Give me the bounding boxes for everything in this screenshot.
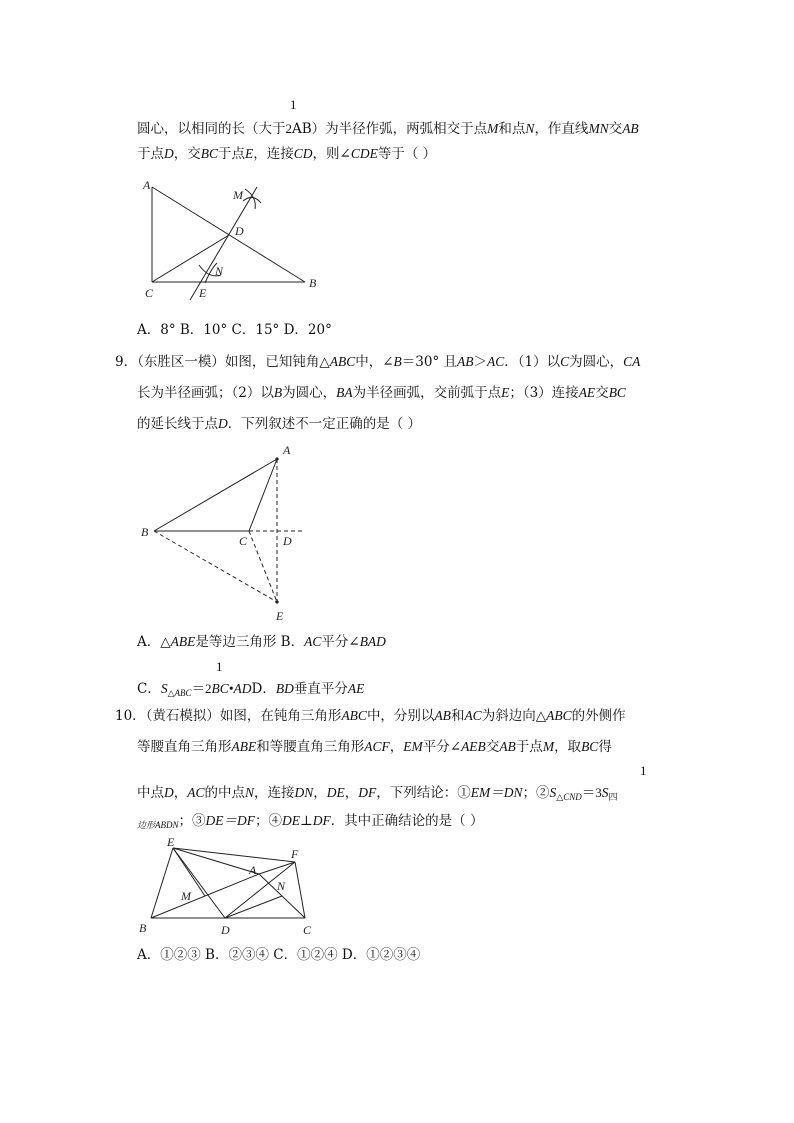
q10-segment-EA xyxy=(173,848,259,874)
q9-line-3: 的延长线于点D．下列叙述不一定正确的是（ ） xyxy=(137,416,422,432)
q10-segment-EF xyxy=(173,848,295,862)
q9-label-A: A xyxy=(283,443,291,457)
q10-segment-ED xyxy=(173,848,225,918)
q10-segment-AF xyxy=(259,862,295,874)
q8-arc-M xyxy=(243,197,261,203)
q10-segment-BE xyxy=(151,848,173,918)
q8-line-1: 圆心，以相同的长（大于2AB）为半径作弧，两弧相交于点M和点N，作直线MN交AB xyxy=(137,121,639,137)
q9-label-B: B xyxy=(141,525,149,539)
q9-point-E xyxy=(275,600,278,603)
q9-options-cd: C．$S_{\triangle ABC}=2BC•ADD$．BD垂直平分AE xyxy=(137,681,365,698)
q10-label-F: F xyxy=(291,847,299,861)
q10-line-2: 等腰直角三角形ABE和等腰直角三角形ACF，EM平分∠AEB交AB于点M，取BC得 xyxy=(137,739,612,755)
q8-label-N: N xyxy=(215,264,224,278)
q10-label-N: N xyxy=(277,879,286,893)
q10-figure xyxy=(135,835,335,938)
q10-line-4: $_{边形ABDN}$；③DE＝DF；④DE⊥DF．其中正确结论的是（ ） xyxy=(137,813,484,830)
q9-point-A xyxy=(275,457,278,460)
q10-segment-DN xyxy=(225,896,282,918)
q8-fraction-numerator: 1 xyxy=(290,97,297,112)
q8-label-E: E xyxy=(199,286,207,300)
q9-option-c-numerator: 1 xyxy=(216,659,223,674)
q8-figure xyxy=(135,175,335,305)
q10-label-C: C xyxy=(303,923,312,937)
q9-figure xyxy=(135,442,315,622)
q10-label-B: B xyxy=(139,921,147,935)
q9-segment-AC xyxy=(249,459,277,531)
q8-options: A．8° B．10° C．15° D．20° xyxy=(137,322,332,338)
q10-label-A: A xyxy=(249,863,257,877)
q8-label-A: A xyxy=(143,178,151,192)
q8-label-D: D xyxy=(235,224,244,238)
q10-label-D: D xyxy=(221,923,230,937)
q8-fraction-denominator: 2 xyxy=(285,121,292,136)
q9-segment-BE-dashed xyxy=(154,531,277,602)
q8-line-2: 于点D，交BC于点E，连接CD，则∠CDE等于（ ） xyxy=(137,146,437,162)
q10-label-M: M xyxy=(181,889,191,903)
q9-options-ab: A．△ABE是等边三角形 B．AC平分∠BAD xyxy=(137,634,386,650)
q10-line-3: 中点D，AC的中点N，连接DN，DE，DF，下列结论：①EM＝DN；$②S_{\triangle CND}=3S_四$ xyxy=(137,785,618,803)
q10-fraction-numerator: 1 xyxy=(640,763,647,778)
q8-label-M: M xyxy=(233,188,243,202)
q10-line-1: 10．（黄石模拟）如图，在钝角三角形ABC中，分别以AB和AC为斜边向△ABC的外侧作 xyxy=(115,708,626,724)
q9-segment-AB xyxy=(154,459,277,531)
q9-line-1: 9．（东胜区一模）如图，已知钝角△ABC中，∠B＝30° 且AB＞AC．（1）以C为圆心，CA xyxy=(115,354,641,370)
q9-segment-CE-dashed xyxy=(249,531,277,602)
q10-label-E: E xyxy=(167,835,175,849)
q8-label-B: B xyxy=(309,276,317,290)
q9-label-C: C xyxy=(239,534,248,548)
q8-line-MN xyxy=(190,187,257,300)
q9-line-2: 长为半径画弧；（2）以B为圆心，BA为半径画弧，交前弧于点E；（3）连接AE交BC xyxy=(137,385,626,401)
q10-options: A．①②③ B．②③④ C．①②④ D．①②③④ xyxy=(137,947,421,963)
q8-label-C: C xyxy=(145,286,154,300)
q9-label-E: E xyxy=(276,609,284,623)
q9-label-D: D xyxy=(283,534,292,548)
